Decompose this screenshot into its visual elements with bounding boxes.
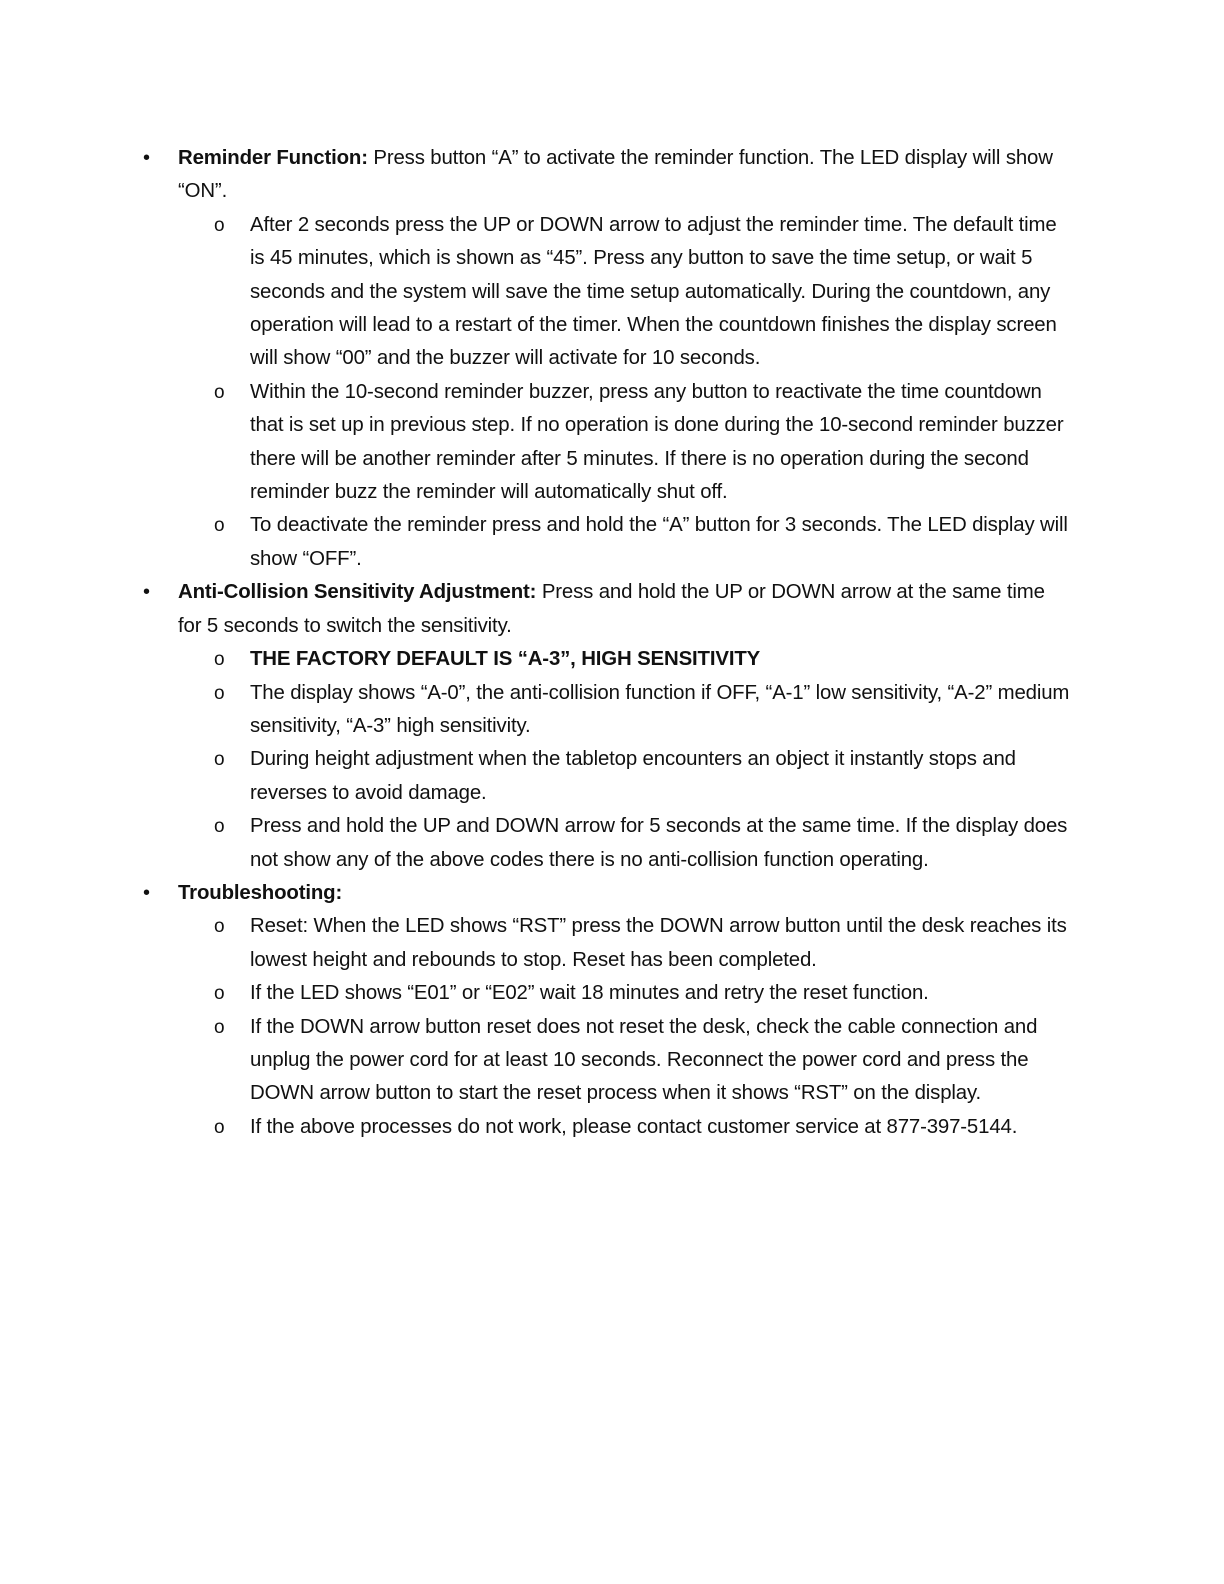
bullet-marker: • xyxy=(143,147,151,169)
section-intro xyxy=(178,142,1068,209)
list-item-text: If the LED shows “E01” or “E02” wait 18 minutes and retry the reset function. xyxy=(250,982,929,1005)
section-intro xyxy=(178,877,1068,910)
section-text: Press and hold the UP or DOWN arrow at the same time for 5 seconds to switch the sensitivity. xyxy=(178,581,1045,637)
list-item xyxy=(214,810,1075,877)
bullet-marker: • xyxy=(143,581,151,604)
section-text: Press button “A” to activate the reminder function. The LED display will show “ON”. xyxy=(178,147,1053,203)
section-anti-collision xyxy=(143,576,1070,877)
sub-bullet-marker: o xyxy=(214,682,225,704)
section-heading: Anti-Collision Sensitivity Adjustment: xyxy=(178,581,537,604)
list-item xyxy=(214,743,1075,810)
sub-bullet-marker: o xyxy=(214,916,225,938)
section-intro xyxy=(178,576,1068,643)
list-item xyxy=(214,910,1075,977)
sub-bullet-marker: o xyxy=(214,749,225,771)
sub-bullet-marker: o xyxy=(214,649,225,671)
list-item-text: During height adjustment when the tabletop encounters an object it instantly stops and reverses to avoid damage. xyxy=(250,748,1016,804)
list-item xyxy=(214,1011,1075,1111)
section-reminder-function xyxy=(143,142,1068,576)
sub-bullet-marker: o xyxy=(214,515,225,537)
list-item-text: If the DOWN arrow button reset does not reset the desk, check the cable connection and unplug the power cord for at least 10 seconds. Reconnect the power cord and press the DOWN arrow button to start the reset process when it shows “RST” on the display. xyxy=(250,1015,1038,1105)
list-item-text: The display shows “A-0”, the anti-collision function if OFF, “A-1” low sensitivity, “A-2” medium sensitivity, “A-3” high sensitivity. xyxy=(250,681,1070,737)
list-item-text: Press and hold the UP and DOWN arrow for 5 seconds at the same time. If the display does not show any of the above codes there is no anti-collision function operating. xyxy=(250,815,1068,871)
sub-bullet-marker: o xyxy=(214,1016,225,1038)
list-item xyxy=(214,977,1075,1010)
section-heading: Reminder Function: xyxy=(178,147,368,169)
sub-bullet-marker: o xyxy=(214,214,225,236)
list-item xyxy=(214,209,1075,376)
list-item xyxy=(214,509,1075,576)
list-item-text: After 2 seconds press the UP or DOWN arrow to adjust the reminder time. The default time is 45 minutes, which is shown as “45”. Press any button to save the time setup, or wait 5 seconds and the system will save the time setup automatically. During the countdown, any operation will lead to a restart of the timer. When the countdown finishes the display screen will show “00” and the buzzer will activate for 10 seconds. xyxy=(250,213,1057,370)
sub-bullet-marker: o xyxy=(214,983,225,1005)
list-item-text: Within the 10-second reminder buzzer, press any button to reactivate the time countdown that is set up in previous step. If no operation is done during the 10-second reminder buzzer there will be another reminder after 5 minutes. If there is no operation during the second reminder buzz the reminder will automatically shut off. xyxy=(250,380,1064,504)
list-item-text: Reset: When the LED shows “RST” press the DOWN arrow button until the desk reaches its lowest height and rebounds to stop. Reset has been completed. xyxy=(250,915,1067,971)
list-item xyxy=(214,677,1075,744)
bullet-marker: • xyxy=(143,881,151,904)
list-item xyxy=(214,643,1075,676)
factory-default-note: THE FACTORY DEFAULT IS “A-3”, HIGH SENSITIVITY xyxy=(250,648,761,671)
list-item-text: If the above processes do not work, please contact customer service at 877-397-5144. xyxy=(250,1115,1018,1138)
section-troubleshooting xyxy=(143,877,1068,1144)
list-item xyxy=(214,1111,1075,1144)
document-page xyxy=(0,142,1224,1144)
sub-bullet-marker: o xyxy=(214,816,225,838)
section-heading: Troubleshooting: xyxy=(178,881,343,904)
sub-bullet-marker: o xyxy=(214,1116,225,1138)
sub-bullet-marker: o xyxy=(214,381,225,403)
list-item-text: To deactivate the reminder press and hold the “A” button for 3 seconds. The LED display will show “OFF”. xyxy=(250,514,1068,570)
list-item xyxy=(214,376,1075,510)
